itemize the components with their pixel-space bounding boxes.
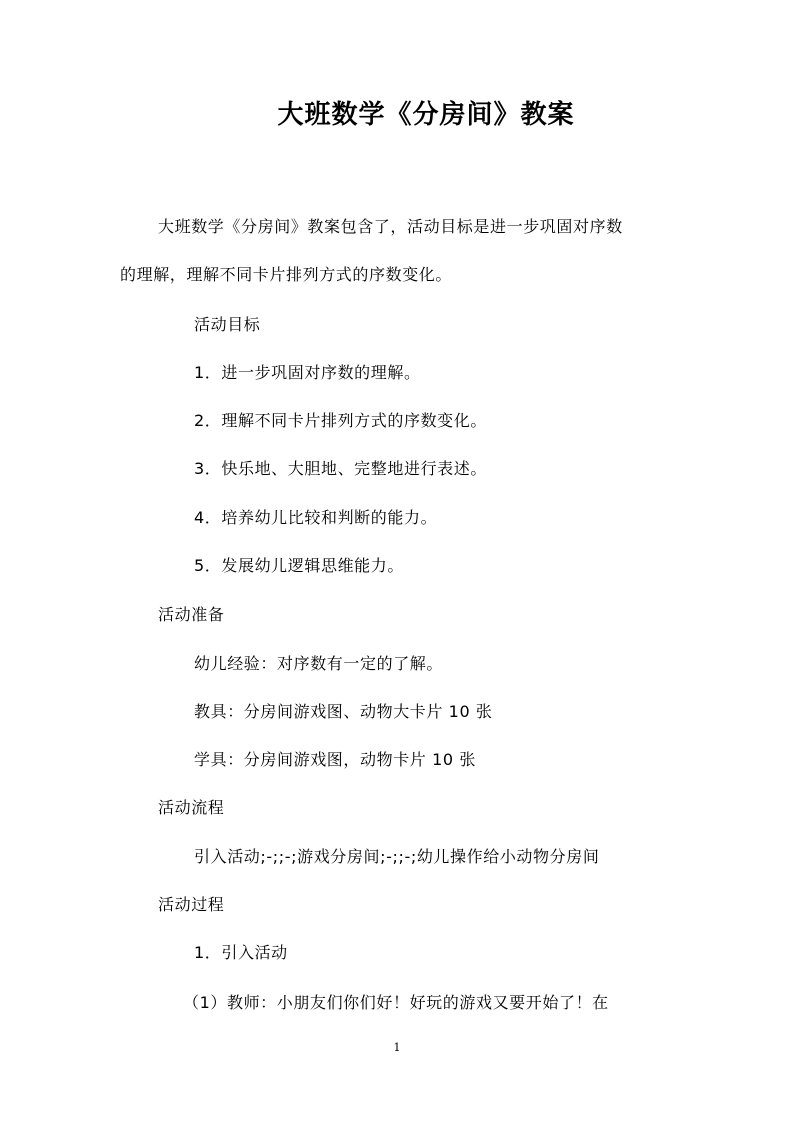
goal-item-3: 3．快乐地、大胆地、完整地进行表述。 bbox=[194, 459, 487, 478]
preparation-student-tools: 学具：分房间游戏图，动物卡片 10 张 bbox=[194, 750, 476, 769]
intro-line-1: 大班数学《分房间》教案包含了，活动目标是进一步巩固对序数 bbox=[158, 217, 623, 236]
preparation-teacher-tools: 教具：分房间游戏图、动物大卡片 10 张 bbox=[194, 702, 493, 721]
document-title: 大班数学《分房间》教案 bbox=[277, 100, 575, 130]
flow-text: 引入活动;-;;-;游戏分房间;-;;-;幼儿操作给小动物分房间 bbox=[194, 847, 600, 866]
preparation-experience: 幼儿经验：对序数有一定的了解。 bbox=[194, 654, 444, 673]
goal-item-4: 4．培养幼儿比较和判断的能力。 bbox=[194, 508, 438, 527]
preparation-heading: 活动准备 bbox=[158, 605, 225, 624]
goals-heading: 活动目标 bbox=[194, 315, 261, 334]
process-heading: 活动过程 bbox=[158, 895, 225, 914]
process-step-1-1: （1）教师：小朋友们你们好！好玩的游戏又要开始了！在 bbox=[183, 993, 609, 1012]
page-number: 1 bbox=[393, 1041, 401, 1054]
intro-line-2: 的理解，理解不同卡片排列方式的序数变化。 bbox=[120, 265, 453, 284]
goal-item-1: 1．进一步巩固对序数的理解。 bbox=[194, 363, 421, 382]
process-step-1: 1．引入活动 bbox=[194, 943, 288, 962]
goal-item-5: 5．发展幼儿逻辑思维能力。 bbox=[194, 556, 404, 575]
flow-heading: 活动流程 bbox=[158, 798, 225, 817]
goal-item-2: 2．理解不同卡片排列方式的序数变化。 bbox=[194, 411, 487, 430]
